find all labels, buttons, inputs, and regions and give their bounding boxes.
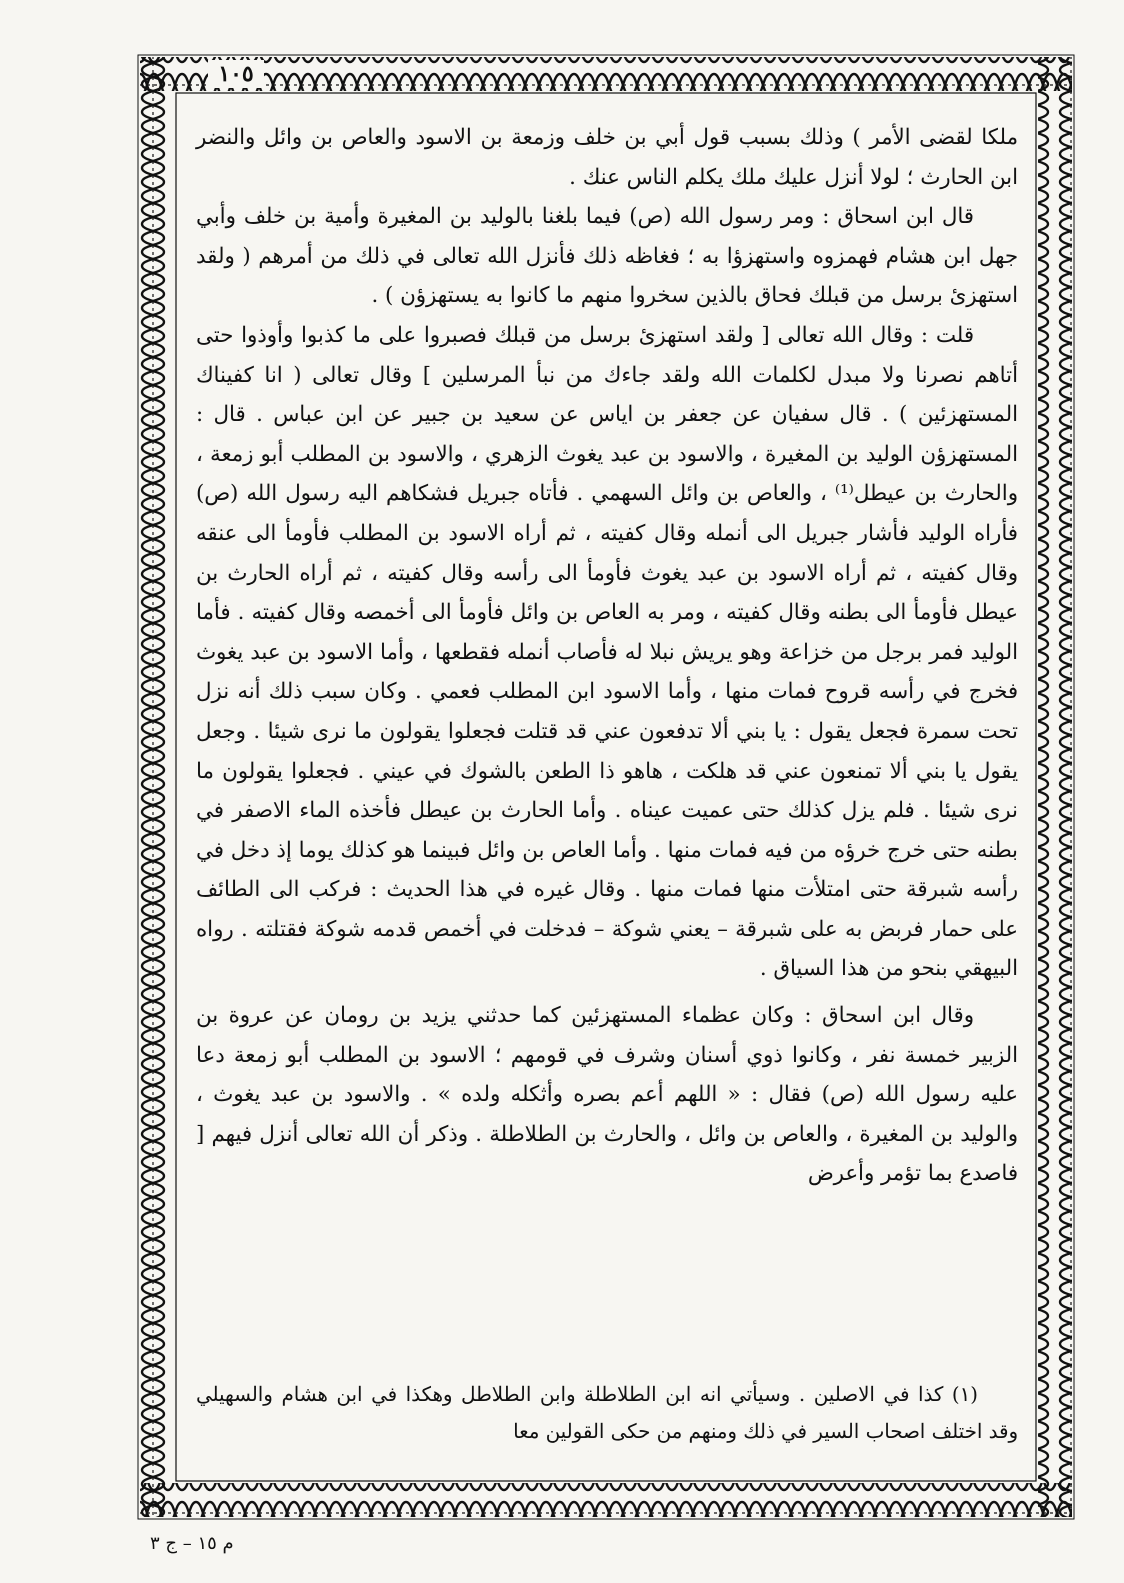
paragraph: ملكا لقضى الأمر ) وذلك بسبب قول أبي بن خلف وزمعة بن الاسود والعاص بن وائل والنضر ابن الحارث ؛ لولا أنزل عليك ملك يكلم الناس عنك . [196, 125, 1018, 190]
footnote: (١) كذا في الاصلين . وسيأتي انه ابن الطلاطلة وابن الطلاطل وهكذا في ابن هشام والسهيلي وقد اختلف اصحاب السير في ذلك ومنهم من حكى القولين معا [196, 1383, 1018, 1443]
main-text [196, 118, 1018, 1194]
paragraph: قلت : وقال الله تعالى [ ولقد استهزئ برسل من قبلك فصبروا على ما كذبوا وأوذوا حتى أتاهم نصرنا ولا مبدل لكلمات الله ولقد جاءك من نبأ المرسلين ] وقال تعالى ( انا كفيناك المستهزئين ) . قال سفيان عن جعفر بن اياس عن سعيد بن جبير عن ابن عباس . قال : المستهزؤن الوليد بن المغيرة ، والاسود بن عبد يغوث الزهري ، والاسود بن المطلب أبو زمعة ، والحارث بن عيطل⁽¹⁾ ، والعاص بن وائل السهمي . فأتاه جبريل فشكاهم اليه رسول الله (ص) فأراه الوليد فأشار جبريل الى أنمله وقال كفيته ، ثم أراه الاسود بن المطلب فأومأ الى عنقه وقال كفيته ، ثم أراه الاسود بن عبد يغوث فأومأ الى رأسه وقال كفيته ، ثم أراه الحارث بن عيطل فأومأ الى بطنه وقال كفيته ، ومر به العاص بن وائل فأومأ الى أخمصه وقال كفيته . فأما الوليد فمر برجل من خزاعة وهو يريش نبلا له فأصاب أنمله فقطعها ، وأما الاسود بن عبد يغوث فخرج في رأسه قروح فمات منها ، وأما الاسود ابن المطلب فعمي . وكان سبب ذلك أنه نزل تحت سمرة فجعل يقول : يا بني ألا تدفعون عني قد قتلت فجعلوا يقولون ما نرى شيئا . وجعل يقول يا بني ألا تمنعون عني قد هلكت ، هاهو ذا الطعن بالشوك في عيني . فجعلوا يقولون ما نرى شيئا . فلم يزل كذلك حتى عميت عيناه . وأما الحارث بن عيطل فأخذه الماء الاصفر في بطنه حتى خرج خرؤه من فيه فمات منها . وأما العاص بن وائل فبينما هو كذلك يوما إذ دخل في رأسه شبرقة حتى امتلأت منها فمات منها . وقال غيره في هذا الحديث : فركب الى الطائف على حمار فربض به على شبرقة – يعني شوكة – فدخلت في أخمص قدمه شوكة فقتلته . رواه البيهقي بنحو من هذا السياق . [196, 322, 1018, 982]
page-number: ١٠٥ [208, 60, 264, 88]
signature-mark: م ١٥ – ج ٣ [150, 1533, 234, 1554]
paragraph: وقال ابن اسحاق : وكان عظماء المستهزئين كما حدثني يزيد بن رومان عن عروة بن الزبير خمسة نفر ، وكانوا ذوي أسنان وشرف في قومهم ؛ الاسود بن المطلب أبو زمعة دعا عليه رسول الله (ص) فقال : « اللهم أعم بصره وأثكله ولده » . والاسود بن عبد يغوث ، والوليد بن المغيرة ، والعاص بن وائل ، والحارث بن الطلاطلة . وذكر أن الله تعالى أنزل فيهم [ فاصدع بما تؤمر وأعرض [196, 1003, 1018, 1187]
footnotes [196, 1376, 1018, 1450]
paragraph: قال ابن اسحاق : ومر رسول الله (ص) فيما بلغنا بالوليد بن المغيرة وأمية بن خلف وأبي جهل ابن هشام فهمزوه واستهزؤا به ؛ فغاظه ذلك فأنزل الله تعالى في ذلك من أمرهم ( ولقد استهزئ برسل من قبلك فحاق بالذين سخروا منهم ما كانوا به يستهزؤن ) . [196, 204, 1018, 309]
